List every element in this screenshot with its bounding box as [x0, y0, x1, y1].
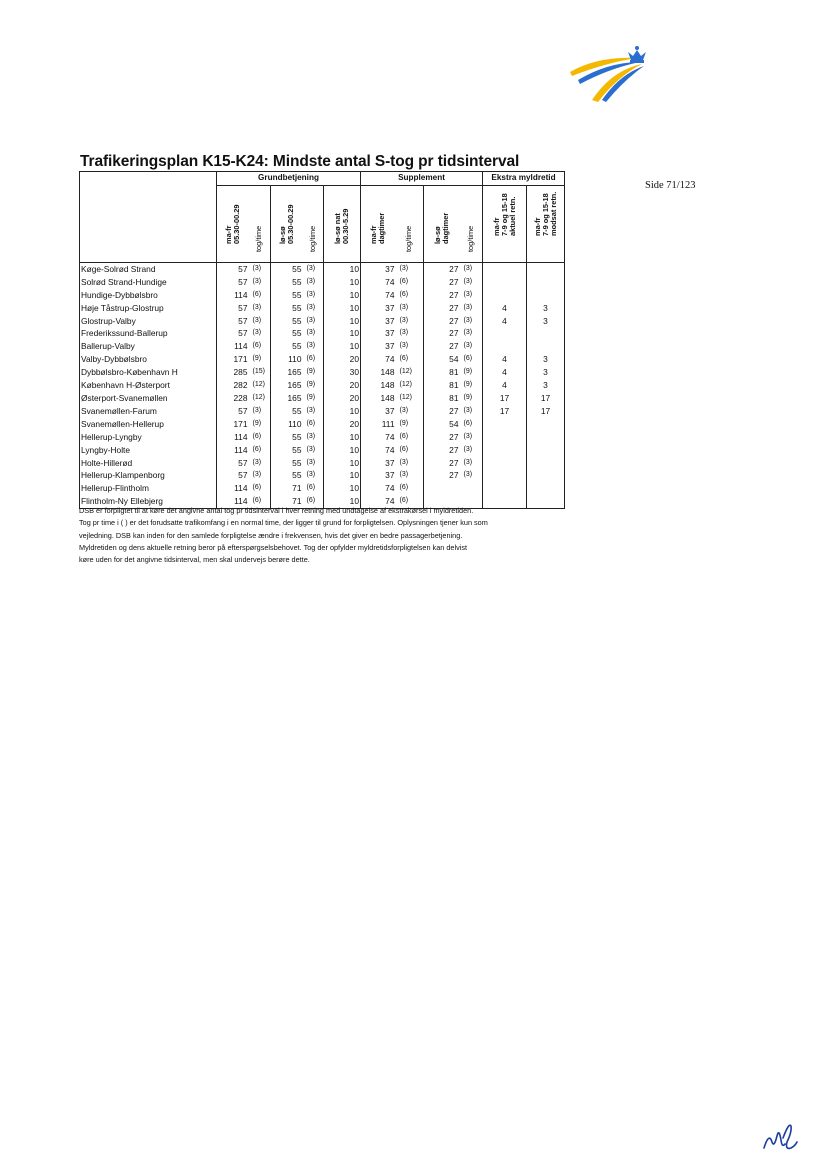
mafr-hourly-cell: (3)	[249, 457, 271, 470]
supp-loso-hourly-cell: (3)	[460, 289, 483, 302]
mafr-hourly-cell: (3)	[249, 405, 271, 418]
table-row	[80, 379, 565, 392]
ekstra-modsat-cell	[527, 418, 565, 431]
col-header-loso-unit: tog/time	[303, 185, 324, 262]
station-cell: Hundige-Dybbølsbro	[80, 289, 217, 302]
loso-value-cell: 55	[292, 431, 302, 442]
table-row	[80, 392, 565, 405]
ekstra-modsat-cell	[527, 327, 565, 340]
supp-mafr-value-cell: 37	[385, 328, 395, 339]
loso-hourly-cell: (9)	[303, 392, 324, 405]
supp-mafr-value-cell: 37	[385, 341, 395, 352]
ekstra-aktuel-cell: 4	[483, 379, 527, 392]
footnote-line: vejledning. DSB kan inden for den samlede forpligtelse ændre i frekvensen, hvis det giver en bedre passagerbetjening.	[79, 530, 463, 540]
loso-hourly-cell: (3)	[303, 302, 324, 315]
ekstra-modsat-cell: 3	[527, 353, 565, 366]
loso-hourly-cell: (9)	[303, 366, 324, 379]
loso-value-cell: 55	[292, 289, 302, 300]
col-header-ekstra-modsat: ma-fr 7-9 og 15-18 modsat retn.	[527, 185, 565, 262]
ekstra-aktuel-cell: 4	[483, 315, 527, 328]
supp-loso-hourly-cell: (9)	[460, 366, 483, 379]
loso-hourly-cell: (3)	[303, 405, 324, 418]
station-cell: Glostrup-Valby	[80, 315, 217, 328]
mafr-value-cell: 57	[238, 405, 248, 416]
supp-mafr-hourly-cell: (3)	[396, 302, 424, 315]
footnote-line: Myldretiden og dens aktuelle retning beror på efterspørgselsbehovet. Tog der opfylder myldretidsforpligtelsen kan delvist	[79, 542, 468, 552]
nat-value-cell: 20	[324, 392, 361, 405]
col-header-supp-loso: lø-sø dagtimer	[424, 185, 460, 262]
supp-loso-hourly-cell: (3)	[460, 262, 483, 275]
traffic-plan-table	[79, 171, 565, 509]
supp-loso-hourly-cell: (3)	[460, 340, 483, 353]
station-cell: Ballerup-Valby	[80, 340, 217, 353]
supp-mafr-hourly-cell: (9)	[396, 418, 424, 431]
supp-mafr-hourly-cell: (6)	[396, 276, 424, 289]
ekstra-modsat-cell	[527, 457, 565, 470]
mafr-hourly-cell: (3)	[249, 276, 271, 289]
loso-value-cell: 55	[292, 263, 302, 274]
mafr-hourly-cell: (6)	[249, 289, 271, 302]
nat-value-cell: 10	[324, 482, 361, 495]
loso-hourly-cell: (3)	[303, 457, 324, 470]
supp-mafr-hourly-cell: (6)	[396, 482, 424, 495]
nat-value-cell: 10	[324, 431, 361, 444]
nat-value-cell: 10	[324, 340, 361, 353]
ekstra-modsat-cell	[527, 340, 565, 353]
loso-hourly-cell: (3)	[303, 340, 324, 353]
loso-value-cell: 55	[292, 315, 302, 326]
supp-mafr-hourly-cell: (6)	[396, 353, 424, 366]
table-row	[80, 418, 565, 431]
supp-loso-hourly-cell: (9)	[460, 392, 483, 405]
supp-mafr-value-cell: 74	[385, 431, 395, 442]
ekstra-aktuel-cell	[483, 444, 527, 457]
supp-loso-hourly-cell: (3)	[460, 302, 483, 315]
mafr-hourly-cell: (15)	[249, 366, 271, 379]
ekstra-modsat-cell	[527, 289, 565, 302]
loso-hourly-cell: (9)	[303, 379, 324, 392]
mafr-value-cell: 57	[238, 328, 248, 339]
supp-loso-value-cell: 27	[449, 289, 459, 300]
station-cell: Dybbølsbro-København H	[80, 366, 217, 379]
col-header-ekstra-aktuel: ma-fr 7-9 og 15-18 aktuel retn.	[483, 185, 527, 262]
supp-mafr-value-cell: 74	[385, 276, 395, 287]
mafr-value-cell: 114	[234, 444, 248, 455]
mafr-value-cell: 57	[238, 263, 248, 274]
supp-mafr-value-cell: 74	[361, 495, 396, 508]
loso-value-cell: 165	[287, 380, 302, 391]
table-row	[80, 327, 565, 340]
loso-value-cell: 55	[292, 341, 302, 352]
supp-mafr-hourly-cell: (12)	[396, 379, 424, 392]
supp-loso-value-cell: 27	[449, 302, 459, 313]
table-row	[80, 482, 565, 495]
supp-mafr-hourly-cell: (3)	[396, 457, 424, 470]
nat-value-cell: 20	[324, 418, 361, 431]
col-header-mafr: ma-fr 05.30-00.29	[217, 185, 249, 262]
ekstra-aktuel-cell	[483, 340, 527, 353]
loso-hourly-cell: (3)	[303, 444, 324, 457]
table-row	[80, 302, 565, 315]
ekstra-aktuel-cell	[483, 431, 527, 444]
table-row	[80, 431, 565, 444]
col-header-loso: lø-sø 05.30-00.29	[271, 185, 303, 262]
ekstra-aktuel-cell	[483, 457, 527, 470]
nat-value-cell: 10	[324, 327, 361, 340]
supp-mafr-value-cell: 37	[385, 405, 395, 416]
supp-mafr-value-cell: 148	[380, 380, 395, 391]
mafr-hourly-cell: (6)	[249, 495, 271, 508]
supp-mafr-hourly-cell: (3)	[396, 327, 424, 340]
nat-value-cell: 10	[324, 262, 361, 275]
ekstra-aktuel-cell	[483, 469, 527, 482]
supp-mafr-value-cell: 148	[380, 392, 395, 403]
footnote-line: Tog pr time i ( ) er det forudsatte trafikomfang i en normal time, der ligger til grund for forpligtelsen. Oplysningen tjener kun som	[79, 518, 488, 528]
supp-loso-value-cell	[424, 482, 460, 495]
supp-loso-value-cell: 54	[449, 354, 459, 365]
ekstra-modsat-cell: 17	[527, 405, 565, 418]
station-cell: Svanemøllen-Farum	[80, 405, 217, 418]
ekstra-aktuel-cell: 4	[483, 353, 527, 366]
station-cell: Hellerup-Lyngby	[80, 431, 217, 444]
supp-loso-value-cell: 81	[449, 380, 459, 391]
supp-loso-hourly-cell: (6)	[460, 353, 483, 366]
nat-value-cell: 10	[324, 315, 361, 328]
table-row	[80, 457, 565, 470]
ekstra-modsat-cell	[527, 469, 565, 482]
loso-hourly-cell: (3)	[303, 469, 324, 482]
col-header-mafr-unit: tog/time	[249, 185, 271, 262]
supp-loso-value-cell: 27	[449, 341, 459, 352]
mafr-value-cell: 57	[238, 470, 248, 481]
station-cell: Solrød Strand-Hundige	[80, 276, 217, 289]
mafr-value-cell: 114	[234, 431, 248, 442]
mafr-hourly-cell: (3)	[249, 469, 271, 482]
mafr-hourly-cell: (9)	[249, 418, 271, 431]
mafr-value-cell: 114	[234, 341, 248, 352]
mafr-value-cell: 114	[217, 495, 249, 508]
loso-value-cell: 55	[292, 328, 302, 339]
supp-loso-value-cell: 27	[449, 431, 459, 442]
supp-mafr-value-cell: 74	[385, 483, 395, 494]
ekstra-aktuel-cell: 17	[483, 405, 527, 418]
ekstra-modsat-cell: 3	[527, 379, 565, 392]
crown-logo	[568, 42, 664, 104]
mafr-hourly-cell: (9)	[249, 353, 271, 366]
mafr-value-cell: 282	[233, 380, 248, 391]
supp-mafr-value-cell: 74	[385, 289, 395, 300]
table-row	[80, 405, 565, 418]
nat-value-cell: 30	[324, 366, 361, 379]
mafr-value-cell: 228	[233, 392, 248, 403]
supp-loso-value-cell: 81	[449, 392, 459, 403]
supp-loso-hourly-cell: (3)	[460, 405, 483, 418]
group-header-row	[80, 172, 565, 186]
supp-mafr-hourly-cell: (3)	[396, 262, 424, 275]
loso-hourly-cell: (3)	[303, 327, 324, 340]
footnote-line: DSB er forpligtet til at køre det angivne antal tog pr tidsinterval i hver retning med undtagelse af ekstrakørsel i myldretiden.	[79, 506, 474, 515]
supp-loso-value-cell: 27	[449, 470, 459, 481]
supp-mafr-hourly-cell: (3)	[396, 469, 424, 482]
supp-mafr-hourly-cell: (6)	[396, 444, 424, 457]
supp-mafr-value-cell: 74	[385, 444, 395, 455]
grundbetjening-header: Grundbetjening	[217, 172, 361, 186]
station-cell: Køge-Solrød Strand	[80, 262, 217, 275]
loso-value-cell: 71	[271, 495, 303, 508]
supp-mafr-hourly-cell: (12)	[396, 392, 424, 405]
mafr-value-cell: 57	[238, 276, 248, 287]
supp-loso-value-cell: 27	[449, 315, 459, 326]
col-header-supp-loso-unit: tog/time	[460, 185, 483, 262]
supp-loso-value-cell: 27	[449, 263, 459, 274]
ekstra-modsat-cell	[527, 276, 565, 289]
initials-signature	[761, 1118, 801, 1156]
supp-loso-value-cell: 27	[449, 276, 459, 287]
loso-value-cell: 71	[292, 483, 302, 494]
loso-hourly-cell: (6)	[303, 495, 324, 508]
ekstra-aktuel-cell: 17	[483, 392, 527, 405]
ekstra-modsat-cell: 3	[527, 366, 565, 379]
supp-mafr-hourly-cell: (3)	[396, 405, 424, 418]
supp-mafr-hourly-cell: (12)	[396, 366, 424, 379]
loso-value-cell: 165	[287, 392, 302, 403]
supp-mafr-hourly-cell: (6)	[396, 495, 424, 508]
loso-value-cell: 55	[292, 276, 302, 287]
col-header-supp-mafr-unit: tog/time	[396, 185, 424, 262]
loso-value-cell: 55	[292, 302, 302, 313]
ekstra-modsat-cell: 3	[527, 302, 565, 315]
loso-value-cell: 55	[292, 457, 302, 468]
mafr-hourly-cell: (6)	[249, 340, 271, 353]
ekstra-aktuel-cell: 4	[483, 302, 527, 315]
loso-hourly-cell: (6)	[303, 353, 324, 366]
ekstra-modsat-cell: 3	[527, 315, 565, 328]
ekstra-aktuel-cell	[483, 276, 527, 289]
footnotes	[79, 505, 599, 566]
mafr-value-cell: 114	[234, 289, 248, 300]
mafr-value-cell: 285	[233, 367, 248, 378]
supp-mafr-value-cell: 37	[385, 302, 395, 313]
supp-loso-value-cell: 27	[449, 444, 459, 455]
loso-value-cell: 110	[288, 418, 302, 429]
station-cell: Hellerup-Flintholm	[80, 482, 217, 495]
station-cell: Østerport-Svanemøllen	[80, 392, 217, 405]
loso-hourly-cell: (3)	[303, 276, 324, 289]
mafr-value-cell: 57	[238, 457, 248, 468]
nat-value-cell: 10	[324, 289, 361, 302]
nat-value-cell: 10	[324, 302, 361, 315]
mafr-hourly-cell: (12)	[249, 392, 271, 405]
supp-loso-value-cell: 27	[449, 405, 459, 416]
mafr-hourly-cell: (3)	[249, 302, 271, 315]
supp-mafr-value-cell: 37	[385, 470, 395, 481]
ekstra-aktuel-cell	[483, 289, 527, 302]
mafr-hourly-cell: (12)	[249, 379, 271, 392]
ekstra-modsat-cell	[527, 431, 565, 444]
station-cell: Lyngby-Holte	[80, 444, 217, 457]
mafr-value-cell: 114	[234, 483, 248, 494]
supp-loso-hourly-cell: (3)	[460, 469, 483, 482]
supp-mafr-value-cell: 37	[385, 457, 395, 468]
ekstra-aktuel-cell: 4	[483, 366, 527, 379]
station-cell: Hellerup-Klampenborg	[80, 469, 217, 482]
table-body	[80, 262, 565, 508]
supp-mafr-value-cell: 148	[380, 367, 395, 378]
ekstra-modsat-cell	[527, 482, 565, 495]
supp-loso-hourly-cell: (9)	[460, 379, 483, 392]
loso-value-cell: 110	[288, 354, 302, 365]
mafr-value-cell: 171	[233, 354, 248, 365]
supp-loso-value-cell: 54	[449, 418, 459, 429]
mafr-value-cell: 171	[233, 418, 248, 429]
supp-loso-hourly-cell: (3)	[460, 444, 483, 457]
page-number: Side 71/123	[645, 180, 696, 191]
supp-loso-hourly-cell: (3)	[460, 431, 483, 444]
loso-hourly-cell: (3)	[303, 315, 324, 328]
station-cell: København H-Østerport	[80, 379, 217, 392]
supp-loso-hourly-cell: (3)	[460, 457, 483, 470]
station-cell: Frederikssund-Ballerup	[80, 327, 217, 340]
supp-mafr-value-cell: 74	[385, 354, 395, 365]
table-row	[80, 340, 565, 353]
ekstra-aktuel-cell	[483, 327, 527, 340]
nat-value-cell: 10	[324, 495, 361, 508]
mafr-hourly-cell: (3)	[249, 315, 271, 328]
mafr-hourly-cell: (3)	[249, 327, 271, 340]
table-row	[80, 315, 565, 328]
mafr-hourly-cell: (6)	[249, 444, 271, 457]
loso-value-cell: 55	[292, 405, 302, 416]
nat-value-cell: 20	[324, 379, 361, 392]
supp-mafr-hourly-cell: (3)	[396, 340, 424, 353]
supp-loso-hourly-cell: (3)	[460, 315, 483, 328]
table-row	[80, 276, 565, 289]
station-cell: Svanemøllen-Hellerup	[80, 418, 217, 431]
ekstra-aktuel-cell	[483, 482, 527, 495]
column-header-row	[80, 185, 565, 262]
supp-mafr-value-cell: 37	[385, 315, 395, 326]
ekstra-modsat-cell: 17	[527, 392, 565, 405]
supp-loso-value-cell: 81	[449, 367, 459, 378]
supp-loso-hourly-cell: (3)	[460, 276, 483, 289]
nat-value-cell: 10	[324, 457, 361, 470]
supp-loso-hourly-cell: (3)	[460, 327, 483, 340]
supplement-header: Supplement	[361, 172, 483, 186]
loso-hourly-cell: (3)	[303, 262, 324, 275]
col-header-loso-nat: lø-sø nat 00.30-5.29	[324, 185, 361, 262]
mafr-hourly-cell: (6)	[249, 482, 271, 495]
mafr-value-cell: 57	[238, 302, 248, 313]
nat-value-cell: 10	[324, 444, 361, 457]
nat-value-cell: 10	[324, 405, 361, 418]
table-row	[80, 289, 565, 302]
nat-value-cell: 10	[324, 469, 361, 482]
supp-mafr-hourly-cell: (6)	[396, 289, 424, 302]
ekstra-modsat-cell	[527, 262, 565, 275]
table-row	[80, 353, 565, 366]
loso-hourly-cell: (6)	[303, 482, 324, 495]
ekstra-myldretid-header: Ekstra myldretid	[483, 172, 565, 186]
nat-value-cell: 10	[324, 276, 361, 289]
supp-mafr-hourly-cell: (6)	[396, 431, 424, 444]
station-cell: Holte-Hillerød	[80, 457, 217, 470]
supp-mafr-hourly-cell: (3)	[396, 315, 424, 328]
ekstra-aktuel-cell	[483, 418, 527, 431]
ekstra-aktuel-cell	[483, 262, 527, 275]
footnote-line: køre uden for det angivne tidsinterval, men skal undervejs berøre dette.	[79, 555, 310, 565]
loso-hourly-cell: (6)	[303, 418, 324, 431]
nat-value-cell: 20	[324, 353, 361, 366]
ekstra-modsat-cell	[527, 444, 565, 457]
station-cell: Flintholm-Ny Ellebjerg	[80, 495, 217, 508]
table-row	[80, 469, 565, 482]
table-row	[80, 444, 565, 457]
supp-loso-value-cell: 27	[449, 457, 459, 468]
mafr-hourly-cell: (3)	[249, 262, 271, 275]
loso-value-cell: 165	[287, 367, 302, 378]
supp-mafr-value-cell: 111	[381, 418, 395, 429]
loso-value-cell: 55	[292, 470, 302, 481]
supp-loso-value-cell: 27	[449, 328, 459, 339]
supp-loso-hourly-cell	[460, 482, 483, 495]
loso-hourly-cell: (3)	[303, 431, 324, 444]
loso-value-cell: 55	[292, 444, 302, 455]
table-row	[80, 366, 565, 379]
mafr-value-cell: 57	[238, 315, 248, 326]
supp-loso-hourly-cell: (6)	[460, 418, 483, 431]
document-title: Trafikeringsplan K15-K24: Mindste antal S-tog pr tidsinterval	[80, 153, 520, 170]
table-row	[80, 262, 565, 275]
station-cell: Høje Tåstrup-Glostrup	[80, 302, 217, 315]
supp-mafr-value-cell: 37	[385, 263, 395, 274]
loso-hourly-cell: (3)	[303, 289, 324, 302]
station-cell: Valby-Dybbølsbro	[80, 353, 217, 366]
col-header-supp-mafr: ma-fr dagtimer	[361, 185, 396, 262]
mafr-hourly-cell: (6)	[249, 431, 271, 444]
